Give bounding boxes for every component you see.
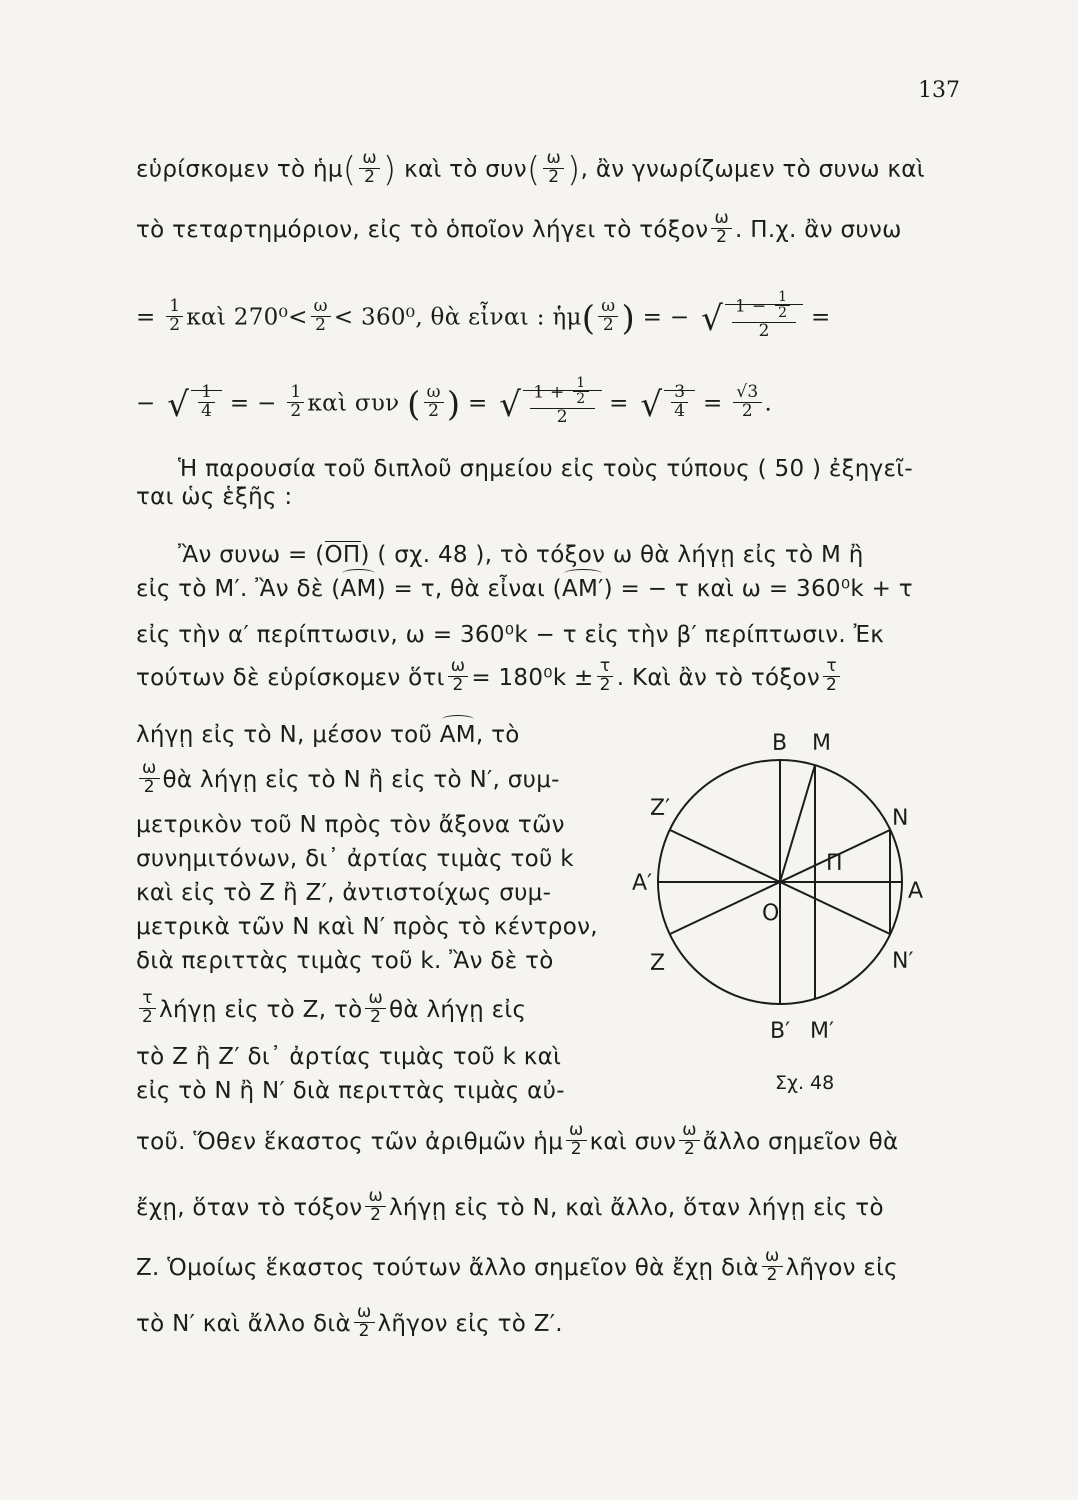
label-Mp: Μ′ — [810, 1019, 834, 1044]
fraction: $\frac{1}{4}$ — [198, 384, 215, 421]
label-O: Ο — [762, 901, 780, 926]
text-line: τούτων δὲ εὑρίσκομεν ὅτι $\frac{\omega}{2}$ = 180⁰k ± $\frac{\tau}{2}$ . Καὶ ἂν τὸ τόξον $\frac{\tau}{2}$ — [136, 660, 843, 697]
fraction: $\frac{\omega}{2}$ — [424, 384, 444, 421]
figure-48 — [630, 720, 950, 1094]
text-line: ται ὡς ἑξῆς : — [136, 484, 293, 510]
fraction: $\frac{\omega}{2}$ — [359, 150, 380, 187]
label-A: Α — [908, 879, 924, 904]
text-line: συνημιτόνων, δι᾽ ἀρτίας τιμὰς τοῦ k — [136, 846, 574, 872]
radicand — [725, 289, 803, 342]
fraction: 1 + $\frac{1}{2}$ 2 — [530, 378, 594, 427]
label-Pi: Π — [826, 851, 843, 876]
text-line: μετρικὸν τοῦ Ν πρὸς τὸν ἄξονα τῶν — [136, 812, 565, 838]
text-line: Ἡ παρουσία τοῦ διπλοῦ σημείου εἰς τοὺς τύπους ( 50 ) ἐξηγεῖ- — [178, 456, 913, 482]
text-line: εἰς τὴν α′ περίπτωσιν, ω = 360⁰k − τ εἰς τὴν β′ περίπτωσιν. Ἐκ — [136, 622, 885, 648]
page-number: 137 — [918, 78, 960, 103]
label-M: Μ — [812, 731, 831, 756]
text-line: λήγῃ εἰς τὸ Ν, μέσον τοῦ ΑΜ, τὸ — [136, 722, 520, 748]
label-Zp: Ζ′ — [650, 796, 671, 821]
radius-OM — [780, 765, 815, 882]
label-Np: Ν′ — [892, 949, 914, 974]
text-line: $\frac{\omega}{2}$ θὰ λήγῃ εἰς τὸ Ν ἢ εἰς τὸ Ν′, συμ- — [136, 762, 560, 799]
text-line: καὶ εἰς τὸ Ζ ἢ Ζ′, ἀντιστοίχως συμ- — [136, 880, 552, 906]
label-B: Β — [772, 731, 788, 756]
text-line: διὰ περιττὰς τιμὰς τοῦ k. Ἂν δὲ τὸ — [136, 948, 554, 974]
label-Z: Ζ — [650, 951, 666, 976]
text-line: εὑρίσκομεν τὸ ἡμ( $\frac{\omega}{2}$ ) καὶ τὸ συν( $\frac{\omega}{2}$ ), ἂν γνωρίζωμεν τὸ συνω καὶ — [136, 147, 925, 190]
text-line: εἰς τὸ Ν ἢ Ν′ διὰ περιττὰς τιμὰς αὐ- — [136, 1078, 565, 1104]
text-line: εἰς τὸ Μ′. Ἂν δὲ (ΑΜ) = τ, θὰ εἶναι (ΑΜ′) = − τ καὶ ω = 360⁰k + τ — [136, 576, 913, 602]
fraction: $\frac{\omega}{2}$ — [598, 298, 618, 335]
text-line: τοῦ. Ὅθεν ἕκαστος τῶν ἀριθμῶν ἡμ $\frac{\omega}{2}$ καὶ συν $\frac{\omega}{2}$ ἄλλο σημεῖον θὰ — [136, 1120, 899, 1159]
text-line: τὸ τεταρτημόριον, εἰς τὸ ὁποῖον λήγει τὸ τόξον $\frac{\omega}{2}$ . Π.χ. ἂν συνω — [136, 208, 902, 247]
label-Bp: Β′ — [770, 1019, 791, 1044]
label-N: Ν — [892, 806, 909, 831]
formula-line: = $\frac{1}{2}$ καὶ 270⁰< $\frac{\omega}{2}$ < 360⁰, θὰ εἶναι : ἡμ( $\frac{\omega}{2}$ ) = − √ 1 − $\frac{1}{2}$ 2 = — [136, 289, 831, 342]
unit-circle-diagram — [630, 720, 950, 1070]
text-line: Ἂν συνω = (ΟΠ) ( σχ. 48 ), τὸ τόξον ω θὰ λήγῃ εἰς τὸ Μ ἢ — [178, 542, 864, 568]
fraction: 1 − $\frac{1}{2}$ 2 — [732, 292, 796, 341]
text-line: Ζ. Ὁμοίως ἕκαστος τούτων ἄλλο σημεῖον θὰ ἔχῃ διὰ $\frac{\omega}{2}$ λῆγον εἰς — [136, 1246, 898, 1285]
fraction: $\frac{1}{2}$ — [287, 384, 304, 421]
fraction: $\frac{3}{4}$ — [671, 384, 688, 421]
fraction: $\frac{√3}{2}$ — [733, 384, 761, 421]
fraction: $\frac{\omega}{2}$ — [711, 210, 732, 247]
text-line: μετρικὰ τῶν Ν καὶ Ν′ πρὸς τὸ κέντρον, — [136, 914, 598, 940]
fraction: $\frac{\omega}{2}$ — [311, 298, 331, 335]
text-line: ἔχῃ, ὅταν τὸ τόξον $\frac{\omega}{2}$ λήγῃ εἰς τὸ Ν, καὶ ἄλλο, ὅταν λήγῃ εἰς τὸ — [136, 1186, 884, 1225]
fraction: $\frac{1}{2}$ — [166, 298, 183, 335]
text-line: τὸ Ν′ καὶ ἄλλο διὰ $\frac{\omega}{2}$ λῆγον εἰς τὸ Ζ′. — [136, 1302, 563, 1341]
formula-line: − √ $\frac{1}{4}$ = − $\frac{1}{2}$ καὶ συν ( $\frac{\omega}{2}$ ) = √ 1 + $\frac{1}{2}$ 2 = √ $\frac{3}{4}$ = $\frac{√3}{2}$ . — [136, 375, 773, 428]
label-Ap: Α′ — [632, 871, 653, 896]
text-line: τὸ Ζ ἢ Ζ′ δι᾽ ἀρτίας τιμὰς τοῦ k καὶ — [136, 1044, 562, 1070]
text-line: $\frac{\tau}{2}$ λήγῃ εἰς τὸ Ζ, τὸ $\frac{\omega}{2}$ θὰ λήγῃ εἰς — [136, 992, 526, 1029]
fraction: $\frac{\omega}{2}$ — [543, 150, 564, 187]
figure-caption: Σχ. 48 — [775, 1072, 835, 1094]
